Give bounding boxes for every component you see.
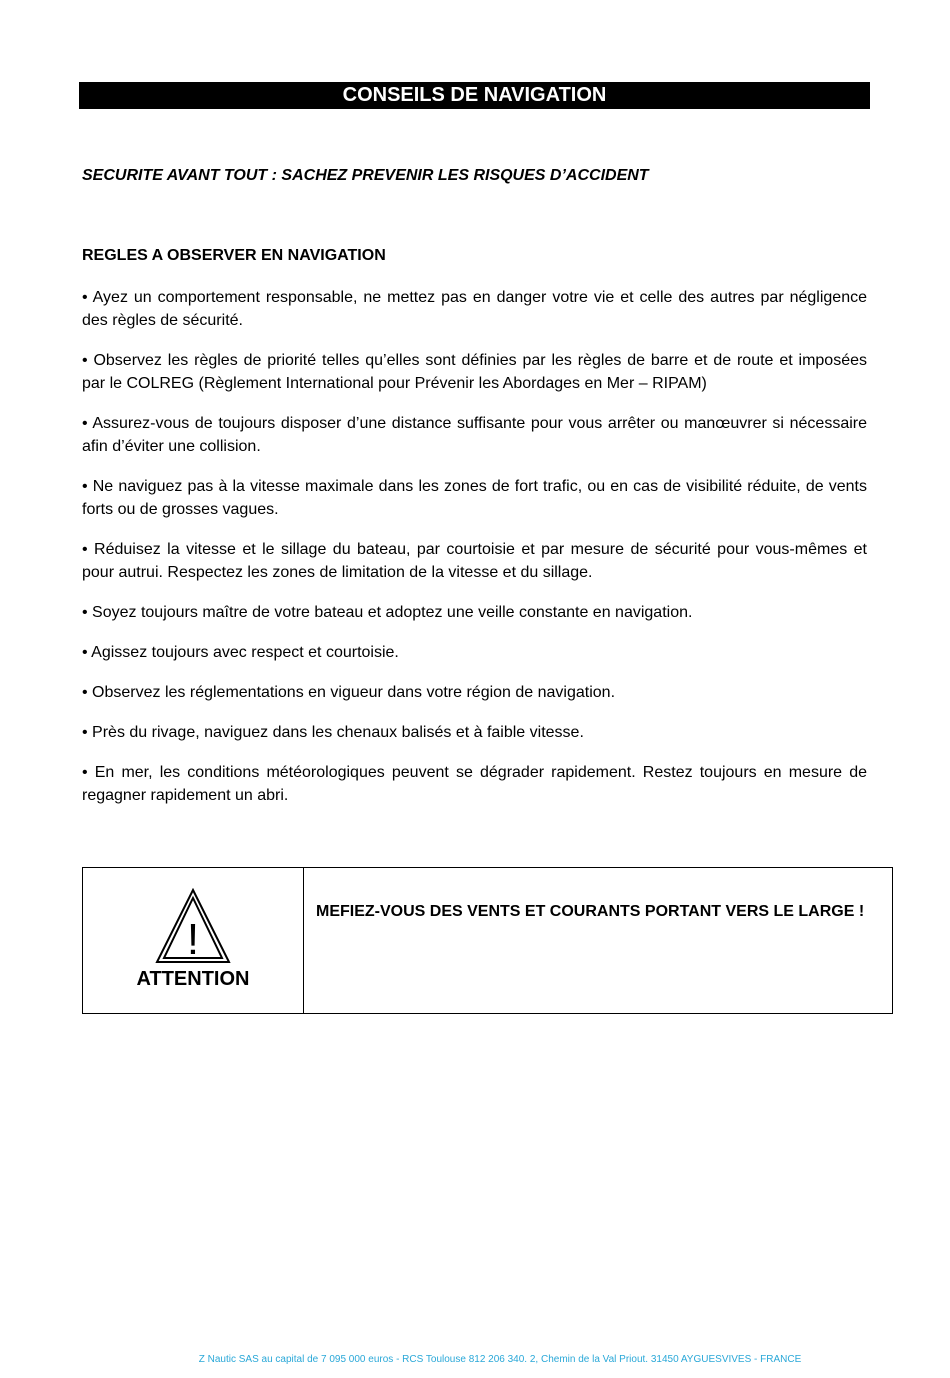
rule-item: • Réduisez la vitesse et le sillage du bateau, par courtoisie et par mesure de sécurité pour vous-mêmes et pour autrui. Respectez les zones de limitation de la vitesse et du sillage. xyxy=(82,541,867,581)
warning-panel xyxy=(83,868,304,1013)
rule-item: • Près du rivage, naviguez dans les chenaux balisés et à faible vitesse. xyxy=(82,724,584,741)
safety-subtitle: SECURITE AVANT TOUT : SACHEZ PREVENIR LES RISQUES D’ACCIDENT xyxy=(82,167,649,184)
warning-box xyxy=(82,867,893,1014)
rule-item: • Observez les règles de priorité telles qu’elles sont définies par les règles de barre et de route et imposées par le COLREG (Règlement International pour Prévenir les Abordages en Mer – RIPAM) xyxy=(82,352,867,392)
rule-item: • Soyez toujours maître de votre bateau et adoptez une veille constante en navigation. xyxy=(82,604,693,621)
section-heading: REGLES A OBSERVER EN NAVIGATION xyxy=(82,247,386,264)
rule-item: • Observez les réglementations en vigueur dans votre région de navigation. xyxy=(82,684,616,701)
company-footer: Z Nautic SAS au capital de 7 095 000 euros - RCS Toulouse 812 206 340. 2, Chemin de la Val Priout. 31450 AYGUESVIVES - FRANCE xyxy=(198,1354,802,1365)
rules-list xyxy=(82,286,867,824)
rule-item: • En mer, les conditions météorologiques peuvent se dégrader rapidement. Restez toujours en mesure de regagner rapidement un abri. xyxy=(82,764,867,804)
svg-text:!: ! xyxy=(186,915,200,964)
rule-item: • Agissez toujours avec respect et courtoisie. xyxy=(82,644,399,661)
page-title: CONSEILS DE NAVIGATION xyxy=(79,82,870,109)
warning-text: MEFIEZ-VOUS DES VENTS ET COURANTS PORTANT VERS LE LARGE ! xyxy=(316,903,865,920)
rule-item: • Assurez-vous de toujours disposer d’une distance suffisante pour vous arrêter ou manœuvrer si nécessaire afin d’éviter une collision. xyxy=(82,415,867,455)
warning-label: ATTENTION xyxy=(136,968,250,990)
warning-triangle-icon xyxy=(155,888,231,964)
rule-item: • Ne naviguez pas à la vitesse maximale dans les zones de fort trafic, ou en cas de visibilité réduite, de vents forts ou de grosses vagues. xyxy=(82,478,867,518)
rule-item: • Ayez un comportement responsable, ne mettez pas en danger votre vie et celle des autres par négligence des règles de sécurité. xyxy=(82,289,867,329)
